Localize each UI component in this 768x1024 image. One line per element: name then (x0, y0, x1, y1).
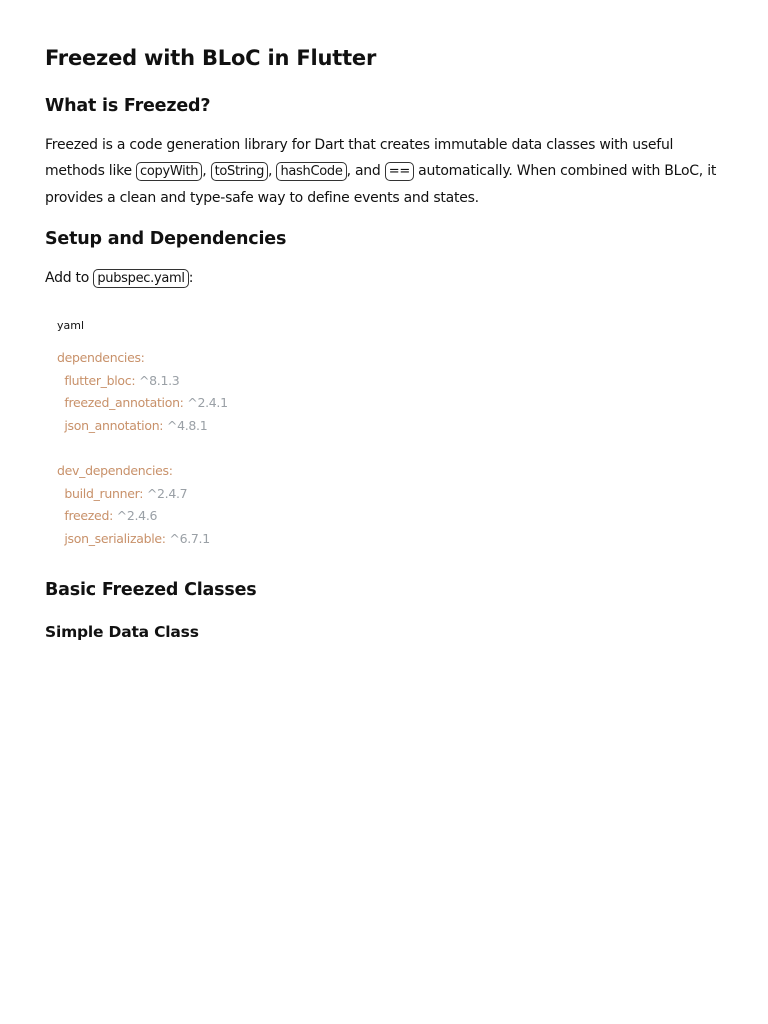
separator: , and (346, 163, 381, 179)
code-copywith: copyWith (136, 162, 202, 181)
yaml-value: ^2.4.6 (113, 508, 158, 524)
heading-simple-data-class: Simple Data Class (45, 623, 199, 641)
yaml-value: ^8.1.3 (135, 372, 180, 388)
yaml-key: freezed_annotation: (57, 395, 184, 411)
code-lines (57, 347, 228, 550)
code-line (57, 460, 228, 483)
paragraph-freezed-intro (45, 132, 735, 211)
yaml-value: ^2.4.7 (143, 485, 188, 501)
separator: , (202, 163, 207, 179)
yaml-value: ^6.7.1 (165, 530, 210, 546)
code-line (57, 370, 228, 393)
intro-text-2: automatically. When combined with BLoC, it provides a clean and type-safe way to define events and states. (45, 163, 717, 206)
code-line (57, 392, 228, 415)
yaml-value: ^4.8.1 (163, 417, 208, 433)
yaml-key: freezed: (57, 508, 113, 524)
code-line (57, 347, 228, 370)
yaml-key: dev_dependencies: (57, 462, 173, 478)
separator: , (268, 163, 273, 179)
add-to-text: Add to (45, 270, 90, 286)
heading-basic-freezed-classes: Basic Freezed Classes (45, 580, 257, 600)
code-block-yaml (57, 317, 457, 546)
heading-what-is-freezed: What is Freezed? (45, 96, 211, 116)
code-hashcode: hashCode (276, 162, 346, 181)
code-tostring: toString (211, 162, 268, 181)
page-title: Freezed with BLoC in Flutter (45, 46, 377, 70)
code-line (57, 505, 228, 528)
yaml-key: json_serializable: (57, 530, 166, 546)
yaml-key: json_annotation: (57, 417, 164, 433)
code-line (57, 483, 228, 506)
code-line (57, 415, 228, 438)
heading-setup-dependencies: Setup and Dependencies (45, 229, 287, 249)
colon: : (188, 270, 194, 286)
yaml-value: ^2.4.1 (183, 395, 228, 411)
yaml-key: flutter_bloc: (57, 372, 136, 388)
yaml-key: build_runner: (57, 485, 144, 501)
code-line (57, 528, 228, 551)
code-equals: == (385, 162, 414, 181)
code-line (57, 437, 228, 460)
intro-text-1: Freezed is a code generation library for Dart that creates immutable data classes with useful methods like (45, 137, 674, 179)
code-pubspec: pubspec.yaml (93, 269, 188, 288)
yaml-key: dependencies: (57, 350, 145, 365)
code-language-label: yaml (57, 319, 85, 332)
paragraph-add-to (45, 265, 735, 292)
